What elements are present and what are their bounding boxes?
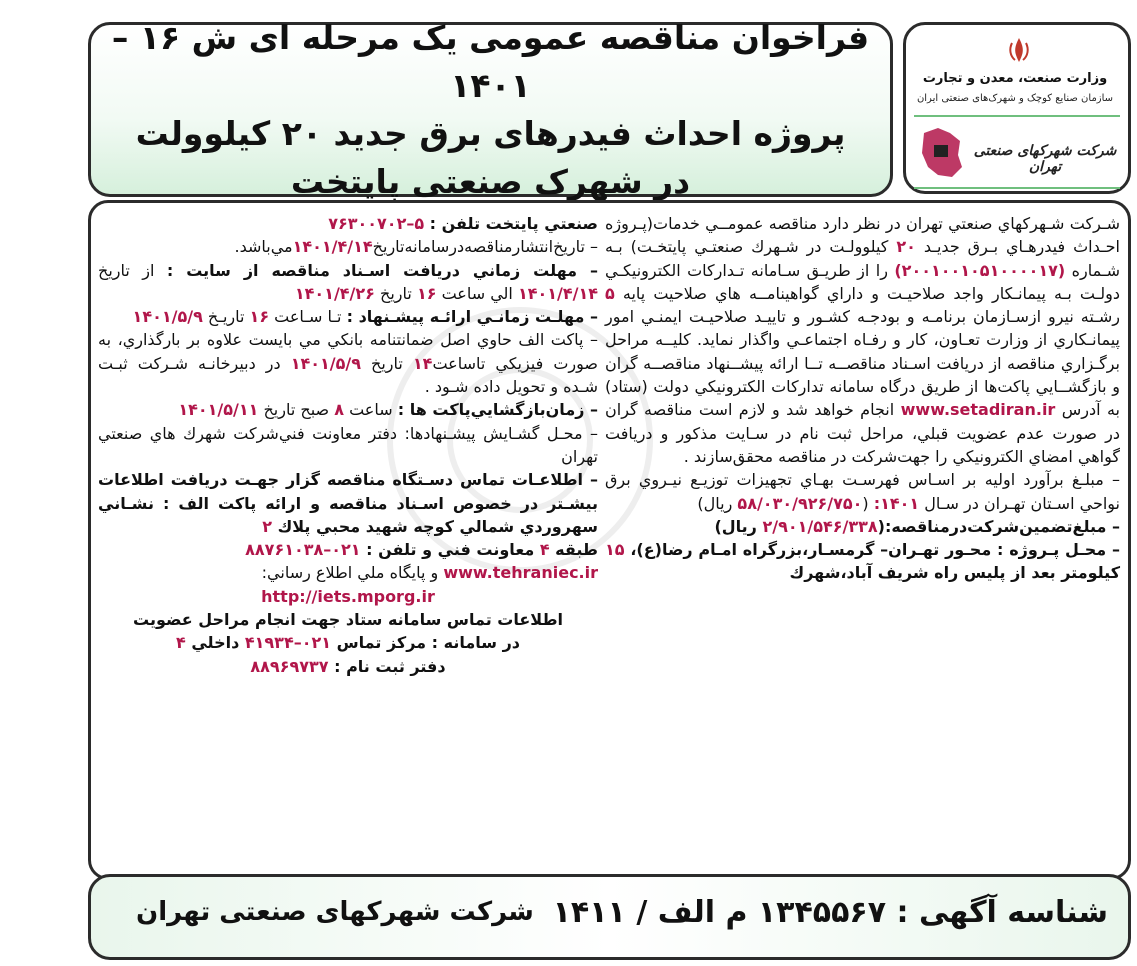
- text: شـركت شـهركهاي صنعتي تهران در نظر دارد مناقصه عمومــي خدمات(پـروژه احـداث فيدرهـاي بـرق جديـد: [605, 214, 1121, 257]
- phone-number: ۵–۷۶۳۰۰۷۰۲: [328, 214, 425, 233]
- estimate-year: ۱۴۰۱:: [873, 493, 920, 513]
- text: – مبلغ‌تضمين‌شركت‌درمناقصه:(: [877, 516, 1120, 536]
- text: ريال): [714, 516, 757, 536]
- text: مي‌باشد.: [234, 237, 293, 257]
- text: از تاريخ: [98, 260, 155, 280]
- text: – مهلت زماني دريافت اسـناد مناقصه از سايت :: [166, 260, 599, 280]
- estimate-line: [605, 468, 1120, 515]
- text: طبقه: [555, 540, 598, 560]
- tender-number: (۲۰۰۱۰۰۱۰۵۱۰۰۰۰۱۷): [894, 260, 1066, 280]
- right-column: [605, 212, 1120, 585]
- text: – زمان‌بازگشايي‌پاكت ها :: [397, 400, 598, 420]
- text: انجام خواهد شد و لازم است مناقصه گران در صورت عدم عضويت قبلي، مراحل ثبت نام در سـايت مذكور و دريافت گواهي امضاي الكترونيكي را جهت‌شركت در مناقصه محقق‌سازند .: [605, 400, 1120, 466]
- proposal-deadline: [98, 305, 598, 328]
- opening-time: [98, 398, 598, 421]
- text: صنعتي پايتخت تلفن :: [429, 214, 598, 233]
- text: – اطلاعـات تماس دسـتگاه مناقصه گزار جهـت دريافت اطلاعات بيشـتر در خصوص اسـناد مناقصه و ارائه پاكت الف : نشـاني سهروردي شمالي كوچه شهيد محبي پلاك: [98, 470, 598, 536]
- logo-divider-bottom: [914, 187, 1120, 189]
- date-value: ۱۴۰۱/۵/۱۱: [178, 400, 259, 420]
- organization-name: سازمان صنایع کوچک و شهرک‌های صنعتی ایران: [916, 93, 1114, 104]
- tehraniec-link[interactable]: www.tehraniec.ir: [443, 563, 598, 583]
- ad-identifier: شناسه آگهی : ۱۳۴۵۵۶۷ م الف / ۱۴۱۱: [552, 895, 1108, 930]
- estimate-amount: ۵۸/۰۳۰/۹۲۶/۷۵۰: [737, 493, 863, 513]
- text: در دبيرخانـه شـركت ثبـت شـده و تحويل داده شـود .: [98, 353, 598, 397]
- hour-value: ۱۶: [416, 283, 437, 303]
- title-line-2: پروژه احداث فیدرهای برق جدید ۲۰ کیلوولت: [135, 113, 846, 153]
- setad-contact-heading: اطلاعات تماس سامانه ستاد جهت انجام مراحل عضويت: [133, 610, 563, 630]
- title-line-3: در شهرک صنعتی پایتخت: [290, 161, 691, 201]
- logo-divider: [914, 115, 1120, 117]
- text: كيلوولـت در شـهرك صنعتـي پايتخـت) بـه شـماره: [605, 237, 1120, 280]
- date-value: ۱۴۰۱/۴/۱۴: [517, 283, 598, 303]
- iets-link[interactable]: http://iets.mporg.ir: [261, 586, 435, 606]
- text: رشـته نيرو ازسـازمان برنامـه و بودجـه كشـور و تاييـد صلاحيـت ايمنـي امور پيمانـكاري از وزارت تعـاون، كار و رفـاه اجتماعـي واگذار نمايد. كليــه مراحل برگـزاري مناقصه از دريافت اسـناد مناقصــه تــا ارائه پيشــنهاد مناقصــه گران و بازگشــايي پاكت‌ها از طريق درگاه سامانه تدارکات الکترونیکي دولت (ستاد) به آدرس: [605, 307, 1121, 420]
- km-value: ۱۵: [605, 540, 625, 560]
- company-logo-text: شرکت شهرکهای صنعتی تهران: [973, 143, 1117, 175]
- date-value: ۱۴۰۱/۴/۲۶: [294, 283, 375, 303]
- guarantee-amount: ۲/۹۰۱/۵۴۶/۳۳۸: [762, 516, 878, 536]
- text: كيلومتر بعد از پليس راه شريف آباد،شهرك: [789, 563, 1120, 583]
- hour-value: ۱۴: [412, 353, 433, 373]
- footer-bar: [88, 874, 1131, 960]
- tender-title-box: [88, 17, 893, 201]
- project-location: [605, 538, 1120, 585]
- publish-date-line: [98, 235, 598, 258]
- text: – مهلـت زمانـي ارائـه پيشـنهاد :: [346, 307, 598, 327]
- text: معاونت فني و تلفن :: [366, 540, 535, 560]
- call-center-line: [98, 631, 598, 654]
- phone-line: [98, 212, 598, 235]
- text: – مبلـغ برآورد اوليه بر اسـاس فهرسـت بهـاي تجهيزات توزيـع نيـروي برق نواحي اسـتان تهـران در سـال: [605, 470, 1120, 513]
- registration-office-line: [98, 655, 598, 678]
- date-value: ۱۴۰۱/۵/۹: [132, 307, 203, 327]
- document-deadline: [98, 259, 598, 306]
- text: – پاكت الف حاوي اصل ضمانتنامه بانكي مي بايست علاوه بر بارگذاري، به صورت فيزيكي تاساعت: [98, 330, 598, 373]
- footer-company-name: شرکت شهرکهای صنعتی تهران: [136, 897, 534, 927]
- text: الي ساعت: [441, 283, 513, 303]
- date-value: ۱۴۰۱/۵/۹: [290, 353, 361, 373]
- floor-number: ۴: [539, 540, 550, 560]
- extension-number: ۴: [176, 633, 186, 653]
- text: در سامانه : مركز تماس: [336, 633, 520, 653]
- ministry-name: وزارت صنعت، معدن و تجارت: [922, 71, 1108, 86]
- floor-phone-line: [98, 538, 598, 561]
- logo-panel: [903, 22, 1131, 194]
- registration-phone: ۸۸۹۶۹۷۳۷: [250, 656, 329, 676]
- publish-date: ۱۴۰۱/۴/۱۴: [292, 237, 373, 257]
- text: دفتر ثبت نام :: [334, 656, 446, 676]
- call-center-phone: ۰۲۱–۴۱۹۳۴: [244, 633, 331, 653]
- iets-line: [98, 585, 598, 608]
- text: – تاريخ‌انتشار‌مناقصه‌در‌سامانه‌تاريخ: [372, 237, 598, 257]
- text: (: [862, 493, 869, 513]
- text: تاريخ: [380, 283, 412, 303]
- text: و پايگاه ملي اطلاع رساني:: [261, 563, 439, 583]
- text: را از طريـق سـامانه تـداركات الكترونيكـي دولـت بـه پيمانـكار واجد صلاحيـت و داراي گواهينامــه هاي صلاحيت پايه: [605, 260, 1120, 303]
- iran-emblem-icon: [1004, 35, 1034, 65]
- websites-line: [98, 561, 598, 584]
- hour-value: ۱۶: [249, 307, 270, 327]
- setadiran-link[interactable]: www.setadiran.ir: [900, 400, 1056, 420]
- contact-info: [98, 468, 598, 538]
- text: صبح تاريخ: [263, 400, 330, 420]
- left-column: [98, 212, 598, 678]
- text: تـا سـاعت: [274, 307, 342, 327]
- text: ريال): [697, 493, 733, 513]
- grade-value: ۵: [605, 283, 615, 303]
- envelope-a-line: [98, 328, 598, 398]
- hour-value: ۸: [334, 400, 344, 420]
- text: ساعت: [349, 400, 393, 420]
- title-line-1: فراخوان مناقصه عمومی یک مرحله ای ش ۱۶ – ۱۴۰۱: [111, 17, 870, 105]
- iran-map-icon: [916, 123, 966, 183]
- tender-description: [605, 212, 1120, 468]
- text: تاريـخ: [207, 307, 245, 327]
- technical-phone: ۰۲۱–۸۸۷۶۱۰۳۸: [245, 540, 361, 560]
- opening-place: – محـل گشـايش پيشـنهادها: دفتر معاونت فني‌شركت شهرك هاي صنعتي تهران: [98, 423, 598, 466]
- text: تاريخ: [371, 353, 403, 373]
- guarantee-line: [605, 515, 1120, 538]
- text: – محـل پـروژه : محـور تهـران– گرمسـار،بزرگراه امـام رضا(ع)،: [630, 540, 1121, 560]
- voltage-value: ۲۰: [896, 237, 916, 257]
- text: داخلي: [191, 633, 240, 653]
- plate-number: ۲: [262, 516, 272, 536]
